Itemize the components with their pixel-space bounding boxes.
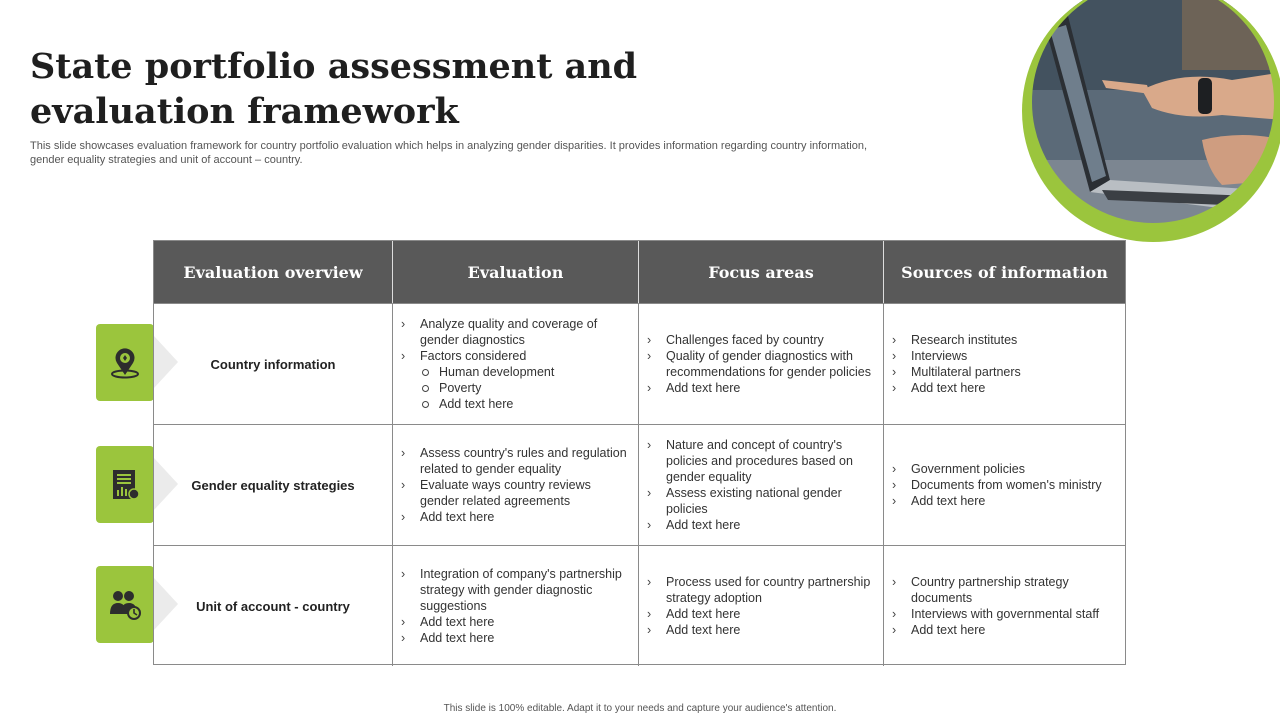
table-header-row bbox=[154, 241, 1125, 303]
list-item: › Add text here bbox=[647, 606, 875, 622]
list-item: › Nature and concept of country's policies and procedures based on gender equality bbox=[647, 437, 875, 485]
list-item: › Evaluate ways country reviews gender related agreements bbox=[401, 477, 630, 509]
slide-title: State portfolio assessment and evaluation framework bbox=[30, 46, 638, 132]
list-item: › Add text here bbox=[892, 380, 1021, 396]
list-item: › Process used for country partnership strategy adoption bbox=[647, 574, 875, 606]
list-item: › Integration of company's partnership strategy with gender diagnostic suggestions bbox=[401, 566, 630, 614]
row-overview: Unit of account - country bbox=[154, 546, 393, 666]
sources-cell bbox=[884, 546, 1125, 666]
list-item: › Documents from women's ministry bbox=[892, 477, 1102, 493]
list-item: › Add text here bbox=[892, 493, 1102, 509]
list-item: › Add text here bbox=[401, 509, 630, 525]
list-item: › Add text here bbox=[647, 517, 875, 533]
slide-footer: This slide is 100% editable. Adapt it to your needs and capture your audience's attention. bbox=[443, 703, 837, 714]
sub-list-item: Poverty bbox=[420, 380, 630, 396]
location-pin-icon bbox=[96, 324, 154, 401]
list-item: › Government policies bbox=[892, 461, 1102, 477]
evaluation-cell bbox=[393, 425, 639, 545]
header-focus-areas: Focus areas bbox=[639, 241, 884, 303]
list-item: › Research institutes bbox=[892, 332, 1021, 348]
slide-subtitle: This slide showcases evaluation framework for country portfolio evaluation which helps in analyzing gender disparities. It provides information regarding country information, gender equality strategies and unit of account – country. bbox=[30, 140, 868, 166]
list-item bbox=[401, 348, 630, 412]
list-item: › Quality of gender diagnostics with recommendations for gender policies bbox=[647, 348, 875, 380]
list-item: › Add text here bbox=[647, 622, 875, 638]
list-item: › Add text here bbox=[892, 622, 1117, 638]
evaluation-cell bbox=[393, 546, 639, 666]
list-item: › Add text here bbox=[401, 614, 630, 630]
table-row bbox=[154, 545, 1125, 666]
sub-list-item: Add text here bbox=[420, 396, 630, 412]
list-item: › Analyze quality and coverage of gender diagnostics bbox=[401, 316, 630, 348]
list-item: › Add text here bbox=[647, 380, 875, 396]
list-item: › Assess country's rules and regulation related to gender equality bbox=[401, 445, 630, 477]
document-report-icon bbox=[96, 446, 154, 523]
row-overview: Country information bbox=[154, 304, 393, 424]
laptop-photo bbox=[1022, 0, 1280, 242]
list-item: › Interviews with governmental staff bbox=[892, 606, 1117, 622]
evaluation-cell bbox=[393, 304, 639, 424]
list-item: › Assess existing national gender policies bbox=[647, 485, 875, 517]
list-item: › Interviews bbox=[892, 348, 1021, 364]
list-item: › Country partnership strategy documents bbox=[892, 574, 1117, 606]
list-item: › Challenges faced by country bbox=[647, 332, 875, 348]
header-evaluation: Evaluation bbox=[393, 241, 639, 303]
header-sources-of-information: Sources of information bbox=[901, 262, 1108, 282]
table-row bbox=[154, 303, 1125, 424]
sources-cell bbox=[884, 304, 1125, 424]
focus-areas-cell bbox=[639, 304, 884, 424]
header-evaluation-overview: Evaluation overview bbox=[154, 241, 393, 303]
row-overview: Gender equality strategies bbox=[154, 425, 393, 545]
evaluation-framework-table bbox=[153, 240, 1126, 665]
table-row bbox=[154, 424, 1125, 545]
list-item: › Multilateral partners bbox=[892, 364, 1021, 380]
list-item-text: Factors considered bbox=[420, 349, 527, 363]
sources-cell bbox=[884, 425, 1125, 545]
focus-areas-cell bbox=[639, 546, 884, 666]
focus-areas-cell bbox=[639, 425, 884, 545]
people-group-icon bbox=[96, 566, 154, 643]
list-item: › Add text here bbox=[401, 630, 630, 646]
sub-list-item: Human development bbox=[420, 364, 630, 380]
